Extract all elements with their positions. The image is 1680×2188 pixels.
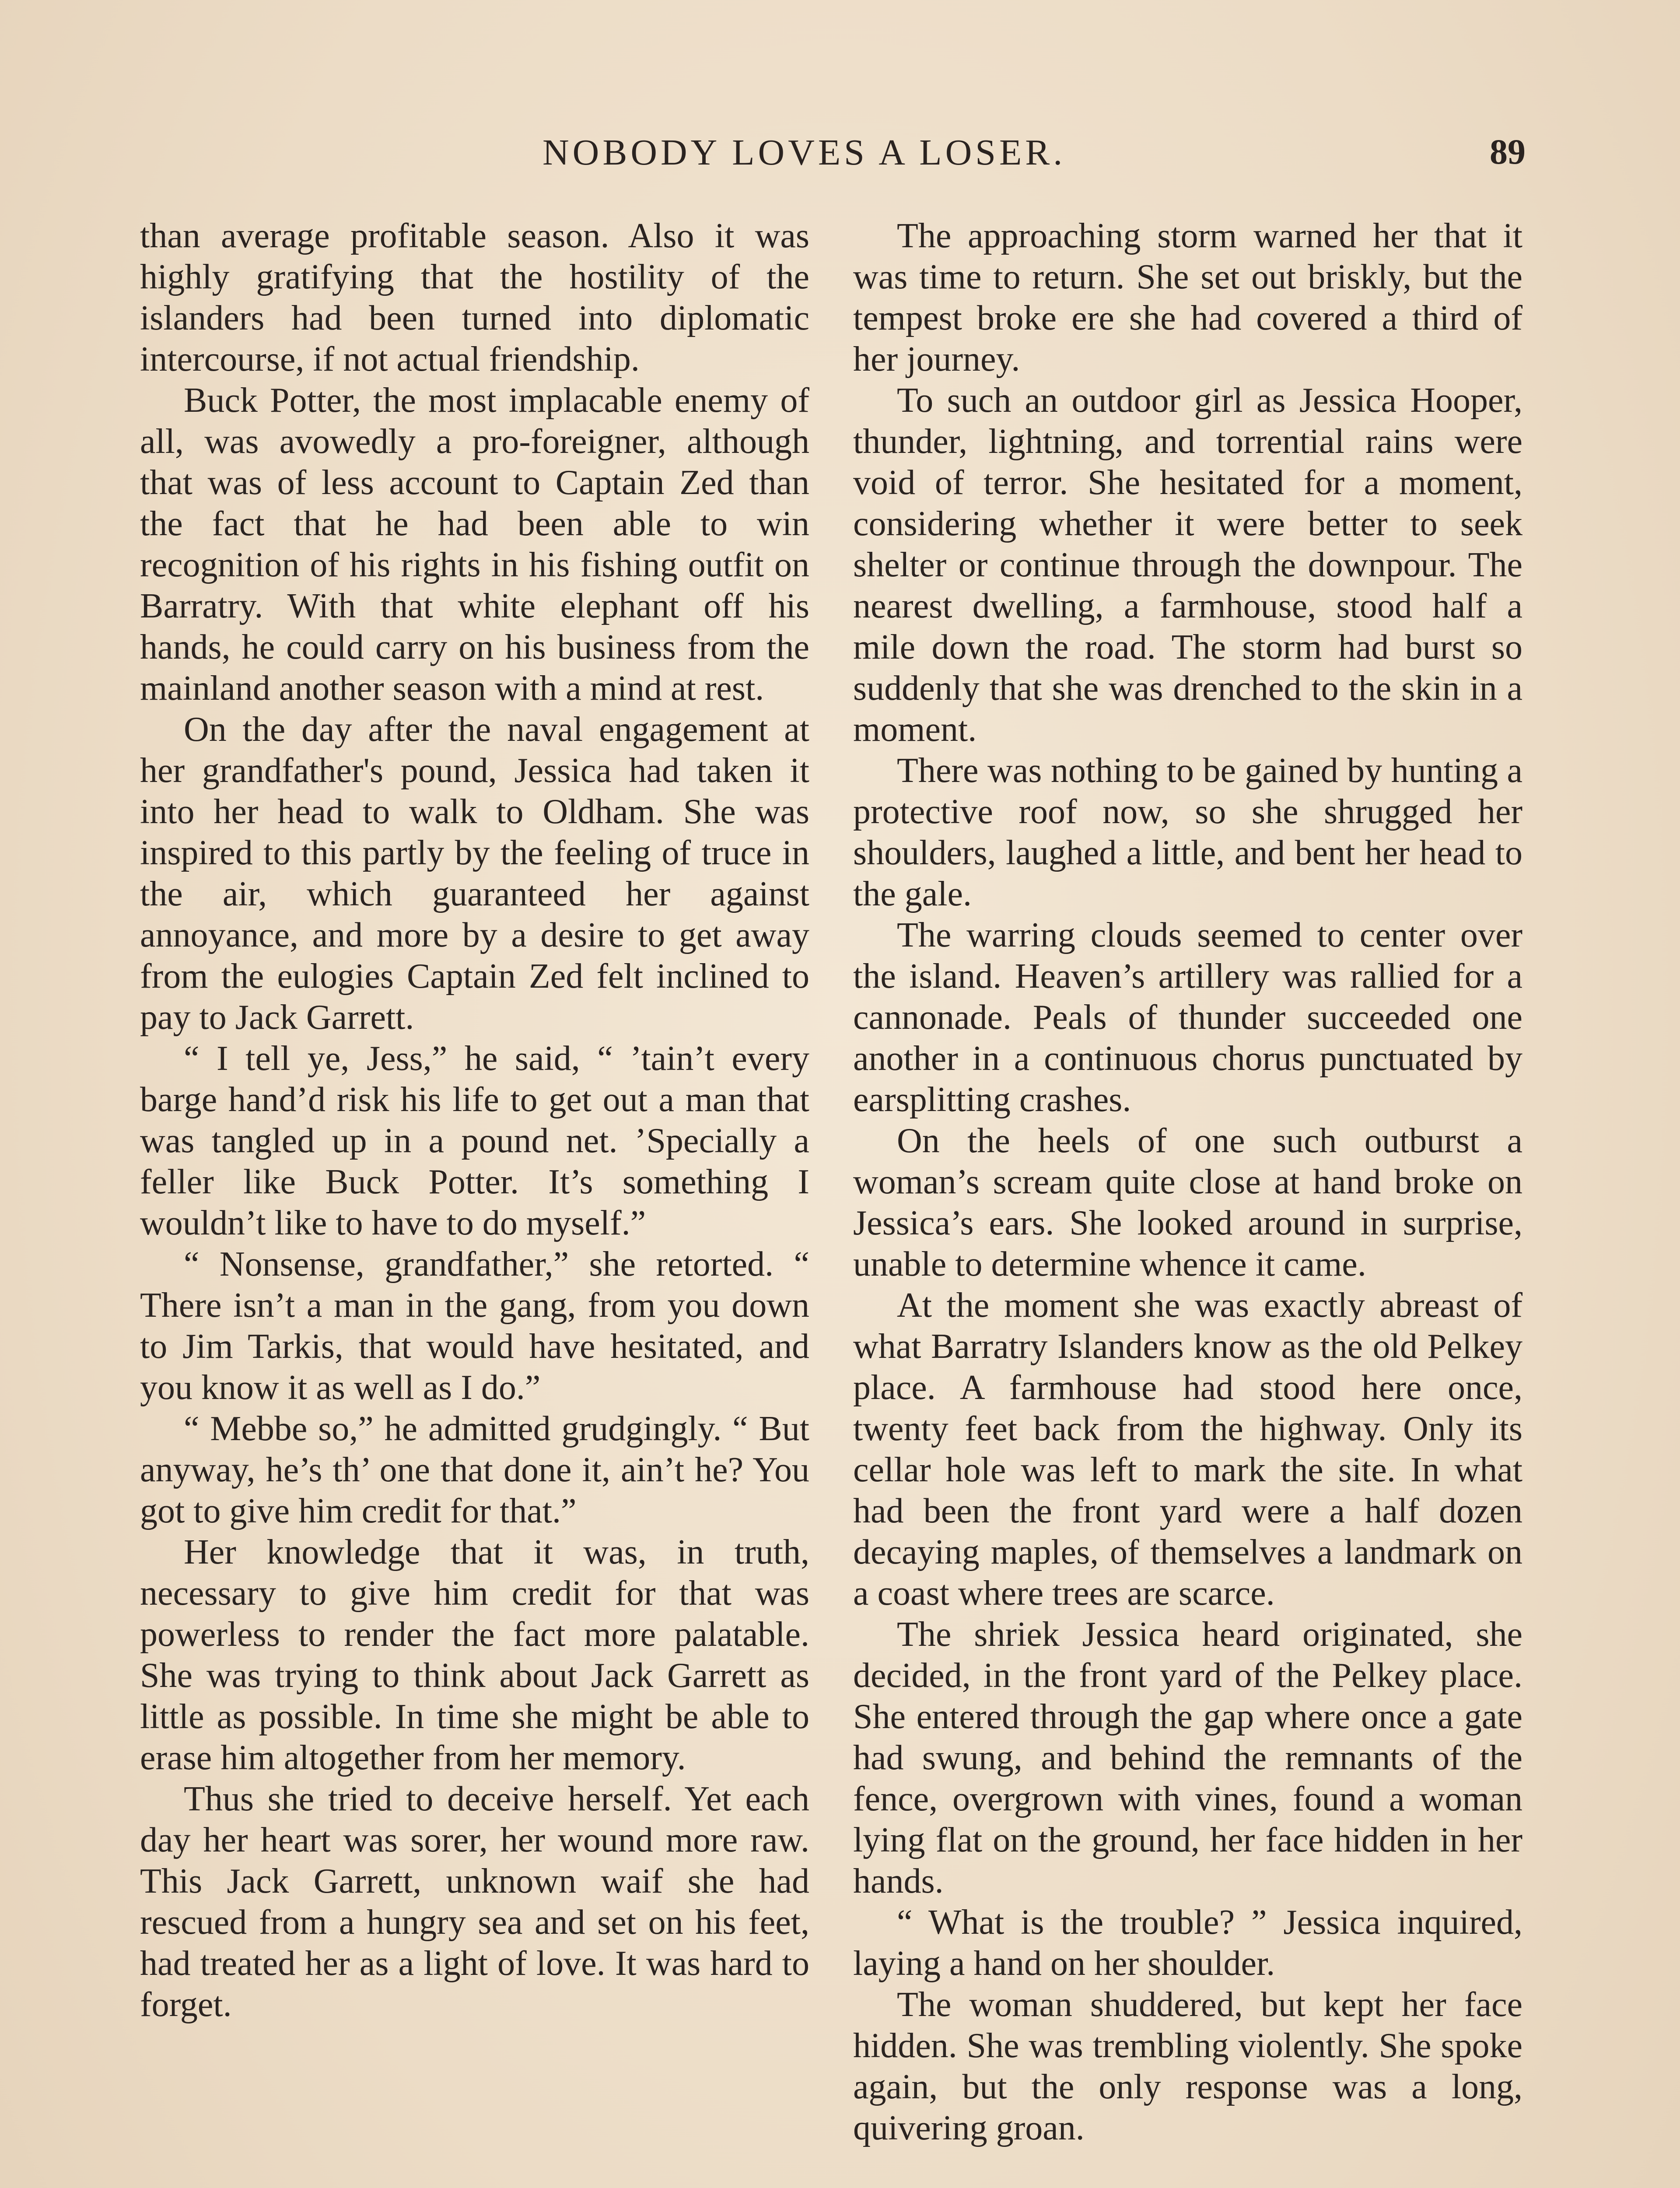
right-column — [853, 215, 1522, 2149]
paragraph: On the day after the naval engagement at her grandfather's pound, Jessica had taken it into her head to walk to Oldham. She was inspired to this partly by the feeling of truce in the air, which guaranteed her against annoyance, and more by a desire to get away from the eulogies Captain Zed felt inclined to pay to Jack Garrett. — [140, 710, 809, 1037]
paragraph: There was nothing to be gained by hunting a protective roof now, so she shrugged her shoulders, laughed a little, and bent her head to the gale. — [853, 751, 1522, 913]
paragraph: On the heels of one such outburst a woman’s scream quite close at hand broke on Jessica’s ears. She looked around in surprise, unable to determine whence it came. — [853, 1122, 1522, 1283]
paragraph: Thus she tried to deceive herself. Yet each day her heart was sorer, her wound more raw. This Jack Garrett, unknown waif she had rescued from a hungry sea and set on his feet, had treated her as a light of love. It was hard to forget. — [140, 1780, 809, 2024]
paragraph: The woman shuddered, but kept her face hidden. She was trembling violently. She spoke again, but the only response was a long, quivering groan. — [853, 1985, 1522, 2147]
left-column — [140, 215, 809, 2025]
paragraph: Her knowledge that it was, in truth, necessary to give him credit for that was powerless to render the fact more palatable. She was trying to think about Jack Garrett as little as possible. In time she might be able to erase him altogether from her memory. — [140, 1533, 809, 1777]
paragraph: The shriek Jessica heard originated, she decided, in the front yard of the Pelkey place. She entered through the gap where once a gate had swung, and behind the remnants of the fence, overgrown with vines, found a woman lying flat on the ground, her face hidden in her hands. — [853, 1615, 1522, 1900]
paragraph: “ Nonsense, grandfather,” she retorted. “ There isn’t a man in the gang, from you down to Jim Tarkis, that would have hesitated, and you know it as well as I do.” — [140, 1245, 809, 1407]
paragraph: Buck Potter, the most implacable enemy of all, was avowedly a pro-foreigner, although that was of less account to Captain Zed than the fact that he had been able to win recognition of his rights in his fishing outfit on Barratry. With that white elephant off his hands, he could carry on his business from the mainland another season with a mind at rest. — [140, 381, 809, 708]
paragraph: The approaching storm warned her that it was time to return. She set out briskly, but the tempest broke ere she had covered a third of her journey. — [853, 217, 1522, 379]
paragraph: At the moment she was exactly abreast of what Barratry Islanders know as the old Pelkey place. A farmhouse had stood here once, twenty feet back from the highway. Only its cellar hole was left to mark the site. In what had been the front yard were a half dozen decaying maples, of themselves a landmark on a coast where trees are scarce. — [853, 1286, 1522, 1613]
paragraph: To such an outdoor girl as Jessica Hooper, thunder, lightning, and torrential rains were void of terror. She hesitated for a moment, considering whether it were better to seek shelter or continue through the downpour. The nearest dwelling, a farmhouse, stood half a mile down the road. The storm had burst so suddenly that she was drenched to the skin in a moment. — [853, 381, 1522, 749]
running-head — [0, 131, 1680, 184]
paragraph: “ I tell ye, Jess,” he said, “ ’tain’t every barge hand’d risk his life to get out a man that was tangled up in a pound net. ’Specially a feller like Buck Potter. It’s something I wouldn’t like to have to do myself.” — [140, 1039, 809, 1242]
page-number: 89 — [1490, 132, 1526, 172]
paragraph: The warring clouds seemed to center over the island. Heaven’s artillery was rallied for a cannonade. Peals of thunder succeeded one another in a continuous chorus punctuated by earsplitting crashes. — [853, 916, 1522, 1119]
paragraph: “ Mebbe so,” he admitted grudgingly. “ But anyway, he’s th’ one that done it, ain’t he? You got to give him credit for that.” — [140, 1410, 809, 1530]
paragraph: than average profitable season. Also it was highly gratifying that the hostility of the islanders had been turned into diplomatic intercourse, if not actual friendship. — [140, 217, 809, 379]
running-title: NOBODY LOVES A LOSER. — [542, 132, 1066, 173]
paragraph: “ What is the trouble? ” Jessica inquired, laying a hand on her shoulder. — [853, 1903, 1522, 1983]
